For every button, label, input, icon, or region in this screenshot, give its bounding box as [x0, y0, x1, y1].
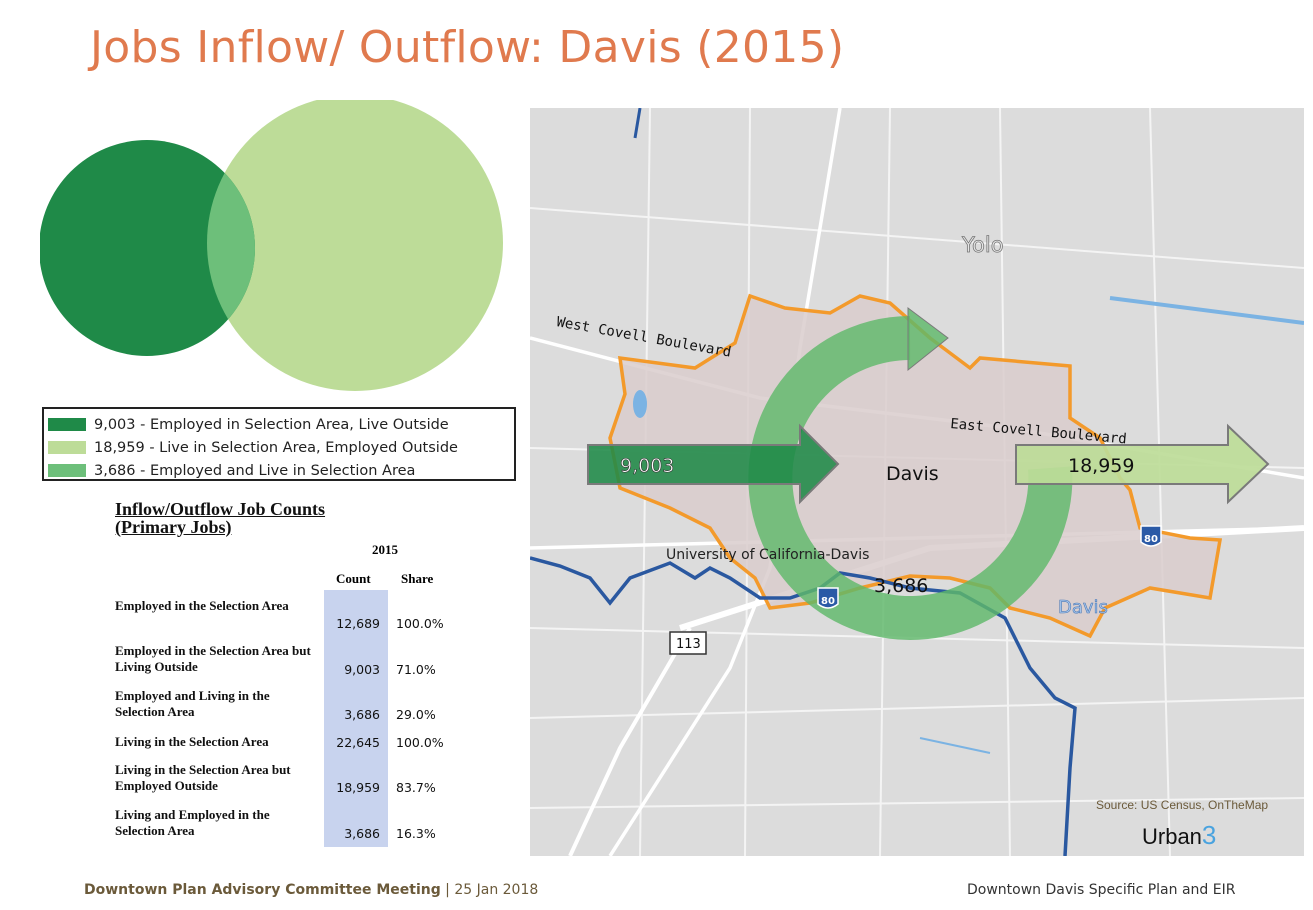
legend-row-employed-live-outside — [48, 413, 514, 436]
legend-text: 9,003 - Employed in Selection Area, Live Outside — [94, 416, 449, 433]
slide-title: Jobs Inflow/ Outflow: Davis (2015) — [90, 22, 845, 73]
table-cell-count: 9,003 — [344, 662, 380, 677]
table-cell-count: 22,645 — [336, 735, 380, 750]
legend-swatch — [48, 464, 86, 477]
internal-flow-value: 3,686 — [874, 575, 929, 597]
footer-meeting: Downtown Plan Advisory Committee Meeting — [84, 882, 441, 898]
table-row-label: Living in the Selection Area — [115, 734, 269, 749]
inflow-value: 9,003 — [620, 455, 675, 477]
legend-row-live-employed-outside — [48, 436, 514, 459]
legend-text: 18,959 - Live in Selection Area, Employed Outside — [94, 439, 458, 456]
table-row-label: Employed in the Selection Area but Living Outside — [115, 643, 311, 674]
table-row-label: Living in the Selection Area but Employed Outside — [115, 762, 291, 793]
table-cell-share: 71.0% — [396, 662, 436, 677]
table-cell-share: 16.3% — [396, 826, 436, 841]
map-source: Source: US Census, OnTheMap — [1096, 798, 1269, 812]
table-cell-share: 100.0% — [396, 616, 444, 631]
table-title — [115, 500, 325, 536]
map-canvas — [530, 108, 1304, 856]
brand-logo — [1142, 820, 1216, 850]
city-label-blue: Davis — [1058, 597, 1108, 618]
table-cell-share: 29.0% — [396, 707, 436, 722]
interstate-80-number: 80 — [1144, 534, 1158, 545]
table-year: 2015 — [372, 542, 398, 557]
map-panel[interactable] — [530, 108, 1304, 856]
highway-113-number: 113 — [676, 637, 701, 652]
table-row-label: Living and Employed in the Selection Area — [115, 807, 270, 838]
legend-swatch — [48, 418, 86, 431]
legend-row-employed-and-live — [48, 459, 514, 482]
venn-diagram — [40, 100, 510, 400]
brand-logo-suffix: 3 — [1201, 820, 1217, 850]
footer-right: Downtown Davis Specific Plan and EIR — [967, 882, 1236, 898]
road-label-east-covell: East Covell Boulevard — [949, 416, 1128, 448]
university-label: University of California-Davis — [666, 547, 870, 563]
footer-date: | 25 Jan 2018 — [440, 882, 539, 898]
table-row-label: Employed and Living in the Selection Area — [115, 688, 270, 719]
table-cell-share: 100.0% — [396, 735, 444, 750]
brand-logo-text: Urban — [1142, 824, 1202, 849]
pond — [633, 390, 647, 418]
county-label: Yolo — [962, 233, 1004, 257]
canal-east — [1110, 298, 1304, 323]
venn-legend — [42, 407, 516, 481]
table-cell-share: 83.7% — [396, 780, 436, 795]
table-cell-count: 18,959 — [336, 780, 380, 795]
footer-left — [84, 882, 538, 898]
table-title-line2: (Primary Jobs) — [115, 517, 232, 537]
table-cell-count: 12,689 — [336, 616, 380, 631]
table-cell-count: 3,686 — [344, 707, 380, 722]
canal-south — [920, 738, 990, 753]
road-label-west-covell: West Covell Boulevard — [555, 314, 733, 361]
table-title-line1: Inflow/Outflow Job Counts — [115, 499, 326, 519]
interstate-80-number: 80 — [821, 596, 835, 607]
legend-text: 3,686 - Employed and Live in Selection Area — [94, 462, 416, 479]
table-row-label: Employed in the Selection Area — [115, 598, 289, 613]
outflow-value: 18,959 — [1068, 455, 1135, 477]
table-header-count: Count — [336, 571, 371, 586]
city-label: Davis — [886, 463, 939, 485]
legend-swatch — [48, 441, 86, 454]
table-cell-count: 3,686 — [344, 826, 380, 841]
river-north — [635, 108, 640, 138]
table-header-share: Share — [401, 571, 434, 586]
